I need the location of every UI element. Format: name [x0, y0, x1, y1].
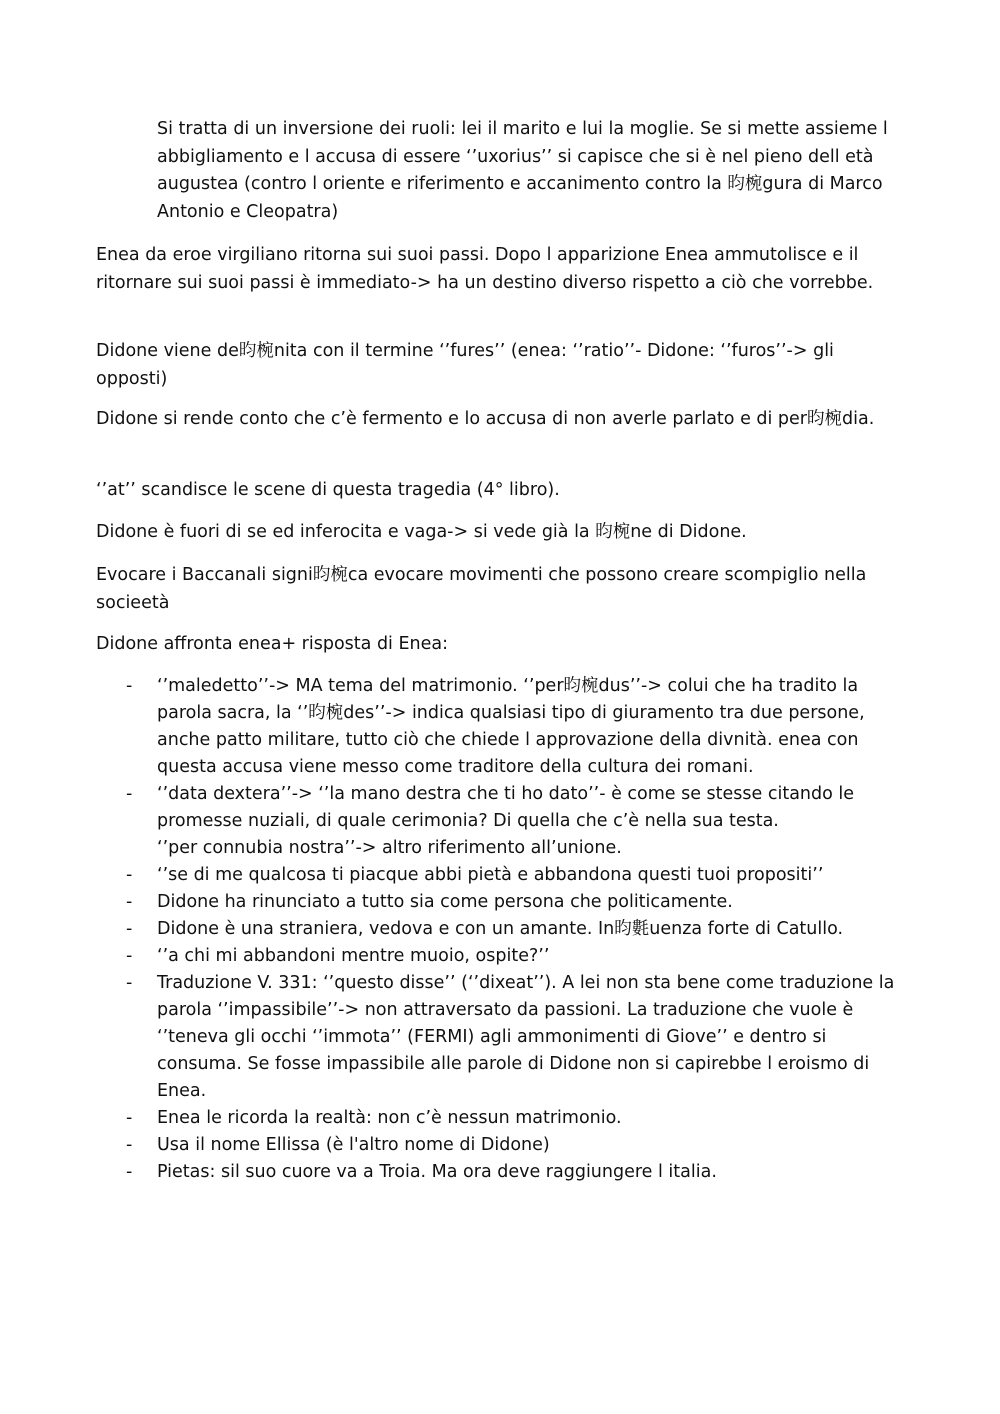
bullet-dash: -	[126, 676, 133, 696]
list-item	[96, 889, 896, 916]
list-item	[96, 1105, 896, 1132]
bullet-list	[96, 673, 896, 1186]
list-item-text: ‘’a chi mi abbandoni mentre muoio, ospite?’’	[157, 946, 550, 966]
paragraph-at: ‘’at’’ scandisce le scene di questa tragedia (4° libro).	[96, 480, 560, 500]
list-item	[96, 781, 896, 835]
list-item-text: ‘’data dextera’’-> ‘’la mano destra che ti ho dato’’- è come se stesse citando le promesse nuziali, di quale cerimonia? Di quella che c’è nella sua testa.	[157, 784, 855, 831]
list-item	[96, 970, 896, 1105]
paragraph-baccanali: Evocare i Baccanali signi昀椀ca evocare movimenti che possono creare scompiglio nella socieetà	[96, 565, 867, 613]
bullet-dash: -	[126, 1162, 133, 1182]
bullet-dash: -	[126, 946, 133, 966]
list-item-text: ‘’maledetto’’-> MA tema del matrimonio. ‘’per昀椀dus’’-> colui che ha tradito la parola sacra, la ‘’昀椀des’’-> indica qualsiasi tipo di giuramento tra due persone, anche patto militare, tutto ciò che chiede l approvazione della divnità. enea con questa accusa viene messo come traditore della cultura dei romani.	[157, 676, 865, 777]
list-item-text: Didone è una straniera, vedova e con un amante. In昀氀uenza forte di Catullo.	[157, 919, 844, 939]
bullet-dash: -	[126, 973, 133, 993]
list-item	[96, 943, 896, 970]
bullet-dash: -	[126, 919, 133, 939]
list-item	[96, 916, 896, 943]
list-item-text: Didone ha rinunciato a tutto sia come persona che politicamente.	[157, 892, 733, 912]
list-item	[96, 835, 896, 862]
bullet-dash: -	[126, 1108, 133, 1128]
bullet-dash: -	[126, 892, 133, 912]
list-item	[96, 862, 896, 889]
intro-paragraph: Si tratta di un inversione dei ruoli: lei il marito e lui la moglie. Se si mette assieme l abbigliamento e l accusa di essere ‘’uxorius’’ si capisce che si è nel pieno dell età augustea (contro l oriente e riferimento e accanimento contro la 昀椀gura di Marco Antonio e Cleopatra)	[157, 119, 888, 222]
list-item-text: Usa il nome Ellissa (è l'altro nome di Didone)	[157, 1135, 550, 1155]
paragraph-fuori-di-se: Didone è fuori di se ed inferocita e vaga-> si vede già la 昀椀ne di Didone.	[96, 522, 747, 542]
list-item	[96, 1132, 896, 1159]
list-item-text: Traduzione V. 331: ‘’questo disse’’ (‘’dixeat’’). A lei non sta bene come traduzione la parola ‘’impassibile’’-> non attraversato da passioni. La traduzione che vuole è ‘’teneva gli occhi ‘’immota’’ (FERMI) agli ammonimenti di Giove’’ e dentro si consuma. Se fosse impassibile alle parole di Didone non si capirebbe l eroismo di Enea.	[157, 973, 895, 1101]
list-item-text: ‘’per connubia nostra’’-> altro riferimento all’unione.	[157, 838, 622, 858]
bullet-dash: -	[126, 1135, 133, 1155]
list-item-text: ‘’se di me qualcosa ti piacque abbi pietà e abbandona questi tuoi propositi’’	[157, 865, 824, 885]
paragraph-fermento: Didone si rende conto che c’è fermento e lo accusa di non averle parlato e di per昀椀dia.	[96, 409, 875, 429]
paragraph-enea-eroe: Enea da eroe virgiliano ritorna sui suoi passi. Dopo l apparizione Enea ammutolisce e il ritornare sui suoi passi è immediato-> ha un destino diverso rispetto a ciò che vorrebbe.	[96, 245, 874, 293]
list-item	[96, 673, 896, 781]
list-item-text: Pietas: sil suo cuore va a Troia. Ma ora deve raggiungere l italia.	[157, 1162, 717, 1182]
paragraph-didone-fures: Didone viene de昀椀nita con il termine ‘’fures’’ (enea: ‘’ratio’’- Didone: ‘’furos’’-> gli opposti)	[96, 341, 834, 389]
bullet-dash: -	[126, 865, 133, 885]
list-item-text: Enea le ricorda la realtà: non c’è nessun matrimonio.	[157, 1108, 622, 1128]
paragraph-affronta: Didone affronta enea+ risposta di Enea:	[96, 634, 449, 654]
list-item	[96, 1159, 896, 1186]
bullet-dash: -	[126, 784, 133, 804]
